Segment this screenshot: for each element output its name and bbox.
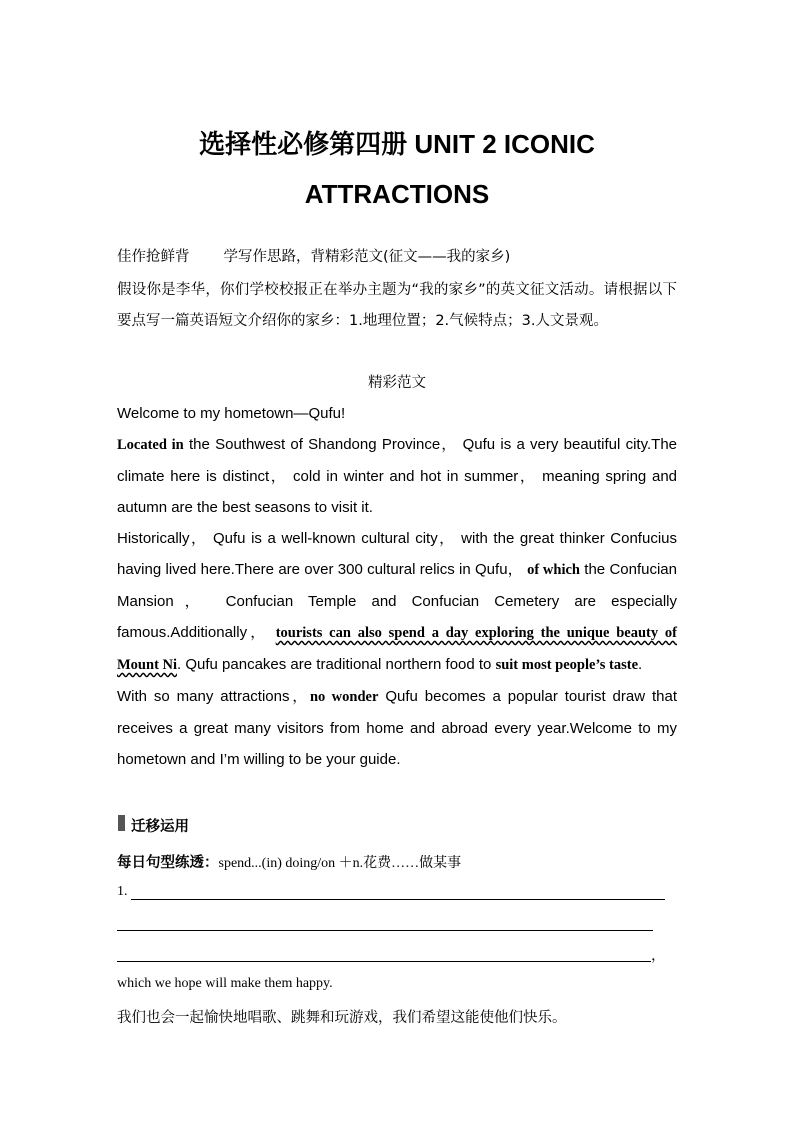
essay-paragraph-2 (117, 523, 677, 681)
answer-blank-line-3[interactable] (117, 961, 651, 962)
paragraph-2-text-2: the Confucian Mansion， Confucian Temple and Confucian Cemetery are especially famous.Additionally， (117, 561, 677, 641)
practice-heading: 迁移运用 (131, 819, 189, 835)
paragraph-3-text-2: Qufu becomes a popular tourist draw that receives a great many visitors from home and abroad every year.Welcome to my hometown and I’m willing to be your guide. (117, 688, 677, 768)
blank-comma: ， (651, 948, 666, 964)
chinese-sentence: 我们也会一起愉快地唱歌、跳舞和玩游戏，我们希望这能使他们快乐。 (117, 1010, 567, 1026)
item-number: 1. (117, 884, 128, 899)
essay-paragraph-1 (117, 429, 677, 523)
answer-blank-line-1[interactable] (131, 899, 665, 900)
pattern-text: spend...(in) doing/on ＋n.花费……做某事 (218, 856, 462, 871)
intro-label: 佳作抢鲜背 (117, 249, 190, 265)
page-title-line-1: 选择性必修第四册 UNIT 2 ICONIC (199, 129, 595, 159)
paragraph-2-text-4: . (638, 656, 643, 673)
intro-subtitle: 学写作思路，背精彩范文(征文——我的家乡) (223, 249, 511, 265)
page-title-line-2: ATTRACTIONS (304, 179, 490, 209)
sentence-pattern (117, 851, 461, 872)
paragraph-1-text: the Southwest of Shandong Province， Qufu is a very beautiful city.The climate here is distinct， cold in winter and hot in summer， meaning spring and autumn are the best seasons to visit it. (117, 436, 678, 516)
paragraph-2-text-1: Historically， Qufu is a well-known cultural city， with the great thinker Confucius having lived here.There are over 300 cultural relics in Qufu， (117, 530, 677, 578)
english-tail: which we hope will make them happy. (117, 976, 333, 991)
paragraph-3-text-1: With so many attractions， (117, 688, 310, 705)
phrase-spend-a-day: tourists can also spend a day exploring the unique beauty of Mount Ni (117, 625, 677, 673)
essay-paragraph-3 (117, 681, 677, 775)
intro-header (117, 245, 510, 266)
essay-greeting: Welcome to my hometown—Qufu! (117, 405, 346, 422)
essay-body (117, 398, 677, 775)
phrase-suit-taste: suit most people’s taste (495, 657, 638, 673)
writing-task: 假设你是李华，你们学校校报正在举办主题为“我的家乡”的英文征文活动。请根据以下要点写一篇英语短文介绍你的家乡：1.地理位置；2.气候特点；3.人文景观。 (117, 282, 677, 329)
phrase-of-which: of which (527, 562, 580, 578)
phrase-no-wonder: no wonder (309, 689, 379, 705)
essay-heading: 精彩范文 (368, 375, 426, 391)
paragraph-2-text-3: . Qufu pancakes are traditional northern food to (177, 656, 496, 673)
pattern-label: 每日句型练透： (117, 855, 219, 871)
answer-blank-line-2[interactable] (117, 930, 653, 931)
section-marker-icon (118, 815, 125, 831)
phrase-located-in: Located in (117, 437, 184, 453)
